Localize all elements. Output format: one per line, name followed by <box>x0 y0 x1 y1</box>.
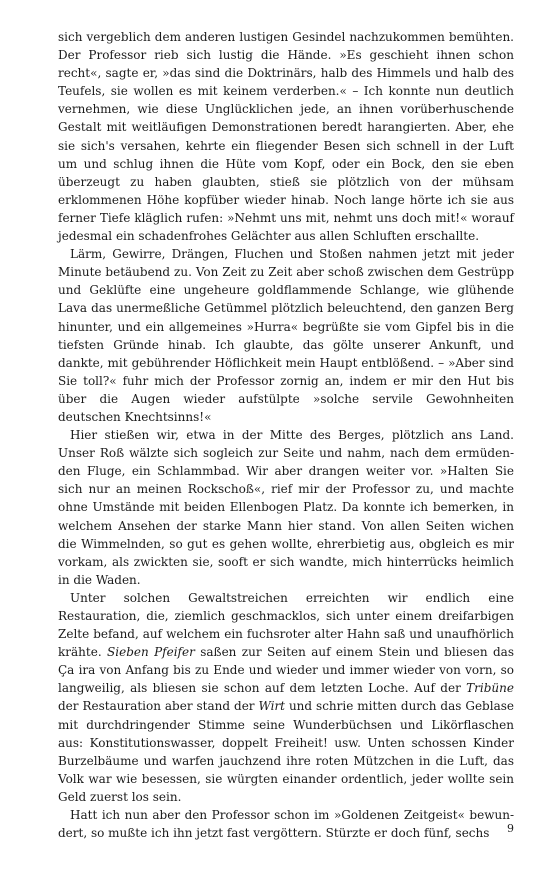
paragraph <box>58 426 514 589</box>
italic-text-run: Tribüne <box>466 681 514 696</box>
text-run: Hier stießen wir, etwa in der Mitte des Berges, plötzlich ans Land. Unser Roß wälzte sich sogleich zur Seite und nahm, nach dem ermüdenden Fluge, ein Schlammbad. Wir aber drangen weiter vor. »Halten Sie sich nur an meinen Rockschoß«, rief mir der Professor zu, und machte ohne Umstände mit beiden Ellenbogen Platz. Da konnte ich bemerken, in welchem Ansehen der starke Mann hier stand. Von allen Seiten wichen die Wimmelnden, so gut es gehen wollte, ehrerbietig aus, obgleich es mir vorkam, als zwickten sie, sooft er sich wandte, mich hinterrücks heimlich in die Waden. <box>58 428 514 587</box>
page-number: 9 <box>507 822 514 835</box>
text-run: saßen zur Seiten auf einem Stein und bliesen das Ça ira von Anfang bis zu Ende und wieder und immer wieder von vorn, so langweilig, als bliesen sie schon auf dem letzten Loche. Auf der <box>58 645 514 696</box>
italic-text-run: Wirt <box>258 699 286 714</box>
text-run: sich vergeblich dem anderen lustigen Gesindel nachzukommen bemühten. Der Professor rieb sich lustig die Hände. »Es geschieht ihnen schon recht«, sagte er, »das sind die Doktrinärs, halb des Himmels und halb des Teufels, sie wollen es mit keinem verderben.« – Ich konnte nun deutlich vernehmen, wie diese Unglücklichen jede, an ihnen vorüberhuschende Gestalt mit weitläufigen Demonstrationen beredt harangierten. Aber, ehe sie sich's versahen, kehrte ein fliegender Besen sich schnell in der Luft um und schlug ihnen die Hüte vom Kopf, oder ein Bock, den sie eben überzeugt zu haben glaubten, stieß sie plötzlich von der mühsam erklommenen Höhe kopfüber wieder hinab. Noch lange hörte ich sie aus ferner Tiefe kläglich rufen: »Nehmt uns mit, nehmt uns doch mit!« worauf jedesmal ein schadenfrohes Gelächter aus allen Schluften erschallte. <box>58 30 514 244</box>
paragraph <box>58 806 514 842</box>
text-run: Lärm, Gewirre, Drängen, Fluchen und Stoßen nahmen jetzt mit jeder Minute betäubend zu. Von Zeit zu Zeit aber schoß zwischen dem Gestrüpp und Geklüfte eine ungeheure goldflammende Schlange, wie glühende Lava das unermeßliche Getümmel plötzlich beleuchtend, den ganzen Berg hinunter, und ein allgemeines »Hurra« begrüßte sie vom Gipfel bis in die tiefsten Gründe hinab. Ich glaubte, das gölte unserer Ankunft, und dankte, mit gebührender Höflichkeit mein Haupt entblößend. – »Aber sind Sie toll?« fuhr mich der Professor zornig an, indem er mir den Hut bis über die Augen wieder aufstülpte »solche servile Gewohnheiten deutschen Knechtsinns!« <box>58 247 514 424</box>
paragraph <box>58 245 514 426</box>
text-run: der Restauration aber stand der <box>58 699 259 714</box>
italic-text-run: Sieben Pfeifer <box>107 645 195 660</box>
text-run: und schrie mitten durch das Geblase mit durchdringender Stimme seine Wunderbüchsen und Likörflaschen aus: Konstitutionswasser, doppelt Freiheit! usw. Unten schossen Kinder Burzelbäume und warfen jauchzend ihre roten Mützchen in die Luft, das Volk war wie besessen, sie würgten einander ordentlich, jeder wollte sein Geld zuerst los sein. <box>58 699 514 804</box>
text-run: Unter solchen Gewaltstreichen erreichten wir endlich eine Restauration, die, ziemlich geschmacklos, sich unter einem dreifarbigen Zelte befand, auf welchem ein fuchsroter alter Hahn saß und unaufhörlich krähte. <box>58 590 514 660</box>
book-page-text <box>58 28 514 842</box>
paragraph <box>58 28 514 245</box>
paragraph <box>58 589 514 806</box>
text-run: Hatt ich nun aber den Professor schon im »Goldenen Zeitgeist« bewundert, so mußte ich ihn jetzt fast vergöttern. Stürzte er doch fünf, sechs <box>58 808 514 841</box>
